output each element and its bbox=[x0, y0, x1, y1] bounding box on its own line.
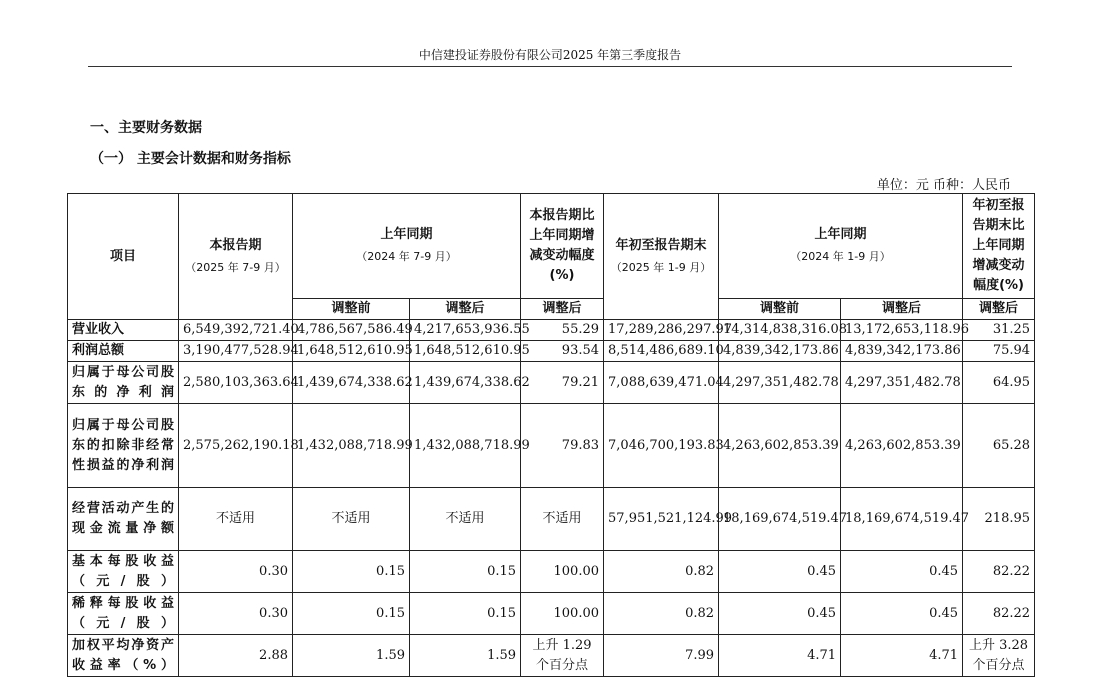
cell-value: 0.15 bbox=[410, 593, 521, 635]
cell-value: 13,172,653,118.96 bbox=[841, 320, 963, 341]
table-row bbox=[68, 488, 1035, 551]
cell-value: 2,580,103,363.64 bbox=[179, 362, 293, 404]
cell-value: 不适用 bbox=[293, 488, 410, 551]
cell-value: 18,169,674,519.47 bbox=[841, 488, 963, 551]
cell-value: 79.83 bbox=[521, 404, 604, 488]
cell-value: 31.25 bbox=[963, 320, 1035, 341]
section-title: 一、主要财务数据 bbox=[90, 120, 202, 136]
cell-value: 1.59 bbox=[410, 635, 521, 677]
table-row bbox=[68, 404, 1035, 488]
col-header-ytd bbox=[604, 194, 719, 320]
cell-value: 7,046,700,193.83 bbox=[604, 404, 719, 488]
row-label: 加权平均净资产收益率（%） bbox=[68, 635, 179, 677]
cell-value: 4,263,602,853.39 bbox=[841, 404, 963, 488]
table-row bbox=[68, 341, 1035, 362]
cell-value: 2,575,262,190.18 bbox=[179, 404, 293, 488]
cell-value: 1,432,088,718.99 bbox=[293, 404, 410, 488]
cell-value: 2.88 bbox=[179, 635, 293, 677]
cell-value: 0.15 bbox=[293, 551, 410, 593]
col-header-prior-period-range: （2024 年 7-9 月） bbox=[356, 250, 457, 263]
cell-value: 不适用 bbox=[521, 488, 604, 551]
row-label: 营业收入 bbox=[68, 320, 179, 341]
col-header-ytd-title: 年初至报告期末 bbox=[615, 237, 707, 253]
col-header-after-adj: 调整后 bbox=[410, 299, 521, 320]
cell-value: 65.28 bbox=[963, 404, 1035, 488]
cell-value: 上升 1.29 个百分点 bbox=[521, 635, 604, 677]
cell-value: 0.30 bbox=[179, 593, 293, 635]
cell-value: 不适用 bbox=[410, 488, 521, 551]
cell-value: 不适用 bbox=[179, 488, 293, 551]
subsection-title: （一） 主要会计数据和财务指标 bbox=[90, 151, 291, 167]
row-label: 经营活动产生的现金流量净额 bbox=[68, 488, 179, 551]
cell-value: 17,289,286,297.97 bbox=[604, 320, 719, 341]
cell-value: 4,839,342,173.86 bbox=[841, 341, 963, 362]
table-row bbox=[68, 362, 1035, 404]
cell-value: 上升 3.28 个百分点 bbox=[963, 635, 1035, 677]
cell-value: 8,514,486,689.10 bbox=[604, 341, 719, 362]
col-header-item: 项目 bbox=[68, 194, 179, 320]
cell-value: 4,297,351,482.78 bbox=[841, 362, 963, 404]
cell-value: 0.45 bbox=[841, 551, 963, 593]
col-header-change-adj: 调整后 bbox=[521, 299, 604, 320]
col-header-current-period bbox=[179, 194, 293, 320]
cell-value: 4,297,351,482.78 bbox=[719, 362, 841, 404]
cell-value: 4,217,653,936.55 bbox=[410, 320, 521, 341]
cell-value: 1,432,088,718.99 bbox=[410, 404, 521, 488]
cell-value: 18,169,674,519.47 bbox=[719, 488, 841, 551]
cell-value: 100.00 bbox=[521, 593, 604, 635]
cell-value: 7,088,639,471.04 bbox=[604, 362, 719, 404]
cell-value: 1,648,512,610.95 bbox=[293, 341, 410, 362]
row-label: 归属于母公司股东的扣除非经常性损益的净利润 bbox=[68, 404, 179, 488]
cell-value: 14,314,838,316.08 bbox=[719, 320, 841, 341]
row-label: 利润总额 bbox=[68, 341, 179, 362]
table-row bbox=[68, 551, 1035, 593]
report-header: 中信建投证券股份有限公司2025 年第三季度报告 bbox=[88, 44, 1012, 67]
cell-value: 93.54 bbox=[521, 341, 604, 362]
col-header-prior-ytd bbox=[719, 194, 963, 299]
col-header-before-adj-ytd: 调整前 bbox=[719, 299, 841, 320]
cell-value: 0.15 bbox=[410, 551, 521, 593]
cell-value: 57,951,521,124.99 bbox=[604, 488, 719, 551]
cell-value: 0.15 bbox=[293, 593, 410, 635]
col-header-ytd-change: 年初至报告期末比上年同期增减变动幅度(%) bbox=[963, 194, 1035, 299]
cell-value: 55.29 bbox=[521, 320, 604, 341]
cell-value: 1,648,512,610.95 bbox=[410, 341, 521, 362]
cell-value: 3,190,477,528.94 bbox=[179, 341, 293, 362]
cell-value: 6,549,392,721.40 bbox=[179, 320, 293, 341]
cell-value: 0.45 bbox=[719, 551, 841, 593]
financial-data-table bbox=[67, 193, 1035, 677]
row-label: 基本每股收益（元/股） bbox=[68, 551, 179, 593]
cell-value: 4,839,342,173.86 bbox=[719, 341, 841, 362]
table-row bbox=[68, 593, 1035, 635]
cell-value: 0.82 bbox=[604, 551, 719, 593]
row-label: 归属于母公司股东的净利润 bbox=[68, 362, 179, 404]
col-header-after-adj-ytd: 调整后 bbox=[841, 299, 963, 320]
cell-value: 0.45 bbox=[841, 593, 963, 635]
col-header-current-period-range: （2025 年 7-9 月） bbox=[185, 260, 286, 274]
col-header-ytd-change-adj: 调整后 bbox=[963, 299, 1035, 320]
col-header-before-adj: 调整前 bbox=[293, 299, 410, 320]
cell-value: 82.22 bbox=[963, 593, 1035, 635]
cell-value: 218.95 bbox=[963, 488, 1035, 551]
row-label: 稀释每股收益（元/股） bbox=[68, 593, 179, 635]
cell-value: 0.45 bbox=[719, 593, 841, 635]
cell-value: 1.59 bbox=[293, 635, 410, 677]
cell-value: 79.21 bbox=[521, 362, 604, 404]
cell-value: 0.82 bbox=[604, 593, 719, 635]
col-header-prior-ytd-range: （2024 年 1-9 月） bbox=[790, 250, 891, 263]
cell-value: 4.71 bbox=[841, 635, 963, 677]
cell-value: 100.00 bbox=[521, 551, 604, 593]
col-header-prior-period-title: 上年同期 bbox=[380, 227, 433, 242]
cell-value: 75.94 bbox=[963, 341, 1035, 362]
col-header-prior-period bbox=[293, 194, 521, 299]
cell-value: 4,786,567,586.49 bbox=[293, 320, 410, 341]
unit-currency-line: 单位：元 币种：人民币 bbox=[876, 178, 1011, 193]
col-header-current-period-title: 本报告期 bbox=[209, 237, 262, 253]
cell-value: 64.95 bbox=[963, 362, 1035, 404]
table-row bbox=[68, 320, 1035, 341]
cell-value: 82.22 bbox=[963, 551, 1035, 593]
col-header-ytd-range: （2025 年 1-9 月） bbox=[610, 260, 712, 274]
cell-value: 4.71 bbox=[719, 635, 841, 677]
cell-value: 0.30 bbox=[179, 551, 293, 593]
table-row bbox=[68, 635, 1035, 677]
cell-value: 1,439,674,338.62 bbox=[410, 362, 521, 404]
cell-value: 1,439,674,338.62 bbox=[293, 362, 410, 404]
col-header-change: 本报告期比上年同期增减变动幅度(%) bbox=[521, 194, 604, 299]
cell-value: 7.99 bbox=[604, 635, 719, 677]
col-header-prior-ytd-title: 上年同期 bbox=[814, 227, 867, 242]
cell-value: 4,263,602,853.39 bbox=[719, 404, 841, 488]
